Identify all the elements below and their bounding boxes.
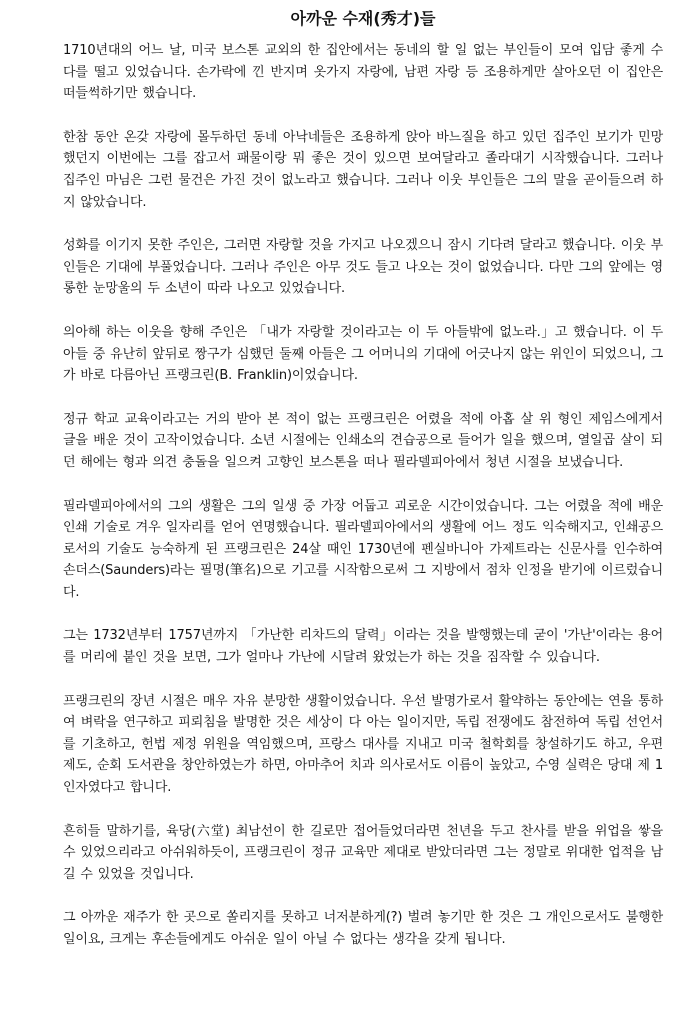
paragraph-6: 필라델피아에서의 그의 생활은 그의 일생 중 가장 어둡고 괴로운 시간이었습니다. 그는 어렸을 적에 배운 인쇄 기술로 겨우 일자리를 얻어 연명했습니다. 필라델피아에서의 생활에 어느 정도 익숙해지고, 인쇄공으로서의 기술도 능숙하게 된 프랭크린은 24살 때인 1730년에 펜실바니아 가제트라는 신문사를 인수하여 손더스(Saunders)라는 필명(筆名)으로 기고를 시작함으로써 그 지방에서 점차 인정을 받기에 이르렀습니다. [63, 498, 663, 600]
paragraph-8: 프랭크린의 장년 시절은 매우 자유 분망한 생활이었습니다. 우선 발명가로서 활약하는 동안에는 연을 통하여 벼락을 연구하고 피뢰침을 발명한 것은 세상이 다 아는 일이지만, 독립 전쟁에도 참전하여 독립 선언서를 기초하고, 헌법 제정 위원을 역임했으며, 프랑스 대사를 지내고 미국 철학회를 창설하기도 하고, 우편 제도, 순회 도서관을 창안하였는가 하면, 아마추어 치과 의사로서도 이름이 높았고, 수영 실력은 당대 제 1인자였다고 합니다. [63, 693, 663, 796]
paragraph-3: 성화를 이기지 못한 주인은, 그러면 자랑할 것을 가지고 나오겠으니 잠시 기다려 달라고 했습니다. 이웃 부인들은 기대에 부풀었습니다. 그러나 주인은 아무 것도 들고 나오는 것이 없었습니다. 다만 그의 앞에는 영롱한 눈망울의 두 소년이 따라 나오고 있었습니다. [63, 238, 663, 297]
document-title: 아까운 수재(秀才)들 [290, 9, 436, 28]
paragraph-10: 그 아까운 재주가 한 곳으로 쏠리지를 못하고 너저분하게(?) 벌려 놓기만 한 것은 그 개인으로서도 불행한 일이요, 크게는 후손들에게도 아쉬운 일이 아닐 수 없다는 생각을 갖게 됩니다. [63, 910, 663, 947]
paragraph-4: 의아해 하는 이웃을 향해 주인은 「내가 자랑할 것이라고는 이 두 아들밖에 없노라.」고 했습니다. 이 두 아들 중 유난히 앞뒤로 짱구가 심했던 둘째 아들은 그 어머니의 기대에 어긋나지 않는 위인이 되었으니, 그가 바로 다름아닌 프랭크린(B. Franklin)이었습니다. [63, 324, 663, 384]
paragraph-1: 1710년대의 어느 날, 미국 보스톤 교외의 한 집안에서는 동네의 할 일 없는 부인들이 모여 입담 좋게 수다를 떨고 있었습니다. 손가락에 낀 반지며 옷가지 자랑에, 남편 자랑 등 조용하게만 살아오던 이 집안은 떠들썩하기만 했습니다. [63, 43, 663, 102]
paragraph-5: 정규 학교 교육이라고는 거의 받아 본 적이 없는 프랭크린은 어렸을 적에 아홉 살 위 형인 제임스에게서 글을 배운 것이 고작이었습니다. 소년 시절에는 인쇄소의 견습공으로 들어가 일을 했으며, 열일곱 살이 되던 해에는 형과 의견 충돌을 일으켜 고향인 보스톤을 떠나 필라델피아에서 청년 시절을 보냈습니다. [63, 411, 663, 470]
paragraph-9: 흔히들 말하기를, 육당(六堂) 최남선이 한 길로만 접어들었더라면 천년을 두고 찬사를 받을 위업을 쌓을 수 있었으리라고 아쉬워하듯이, 프랭크린이 정규 교육만 제대로 받았더라면 그는 정말로 위대한 업적을 남길 수 있었을 것입니다. [63, 823, 663, 882]
paragraph-2: 한참 동안 온갖 자랑에 몰두하던 동네 아낙네들은 조용하게 앉아 바느질을 하고 있던 집주인 보기가 민망했던지 이번에는 그를 잡고서 패물이랑 뭐 좋은 것이 있으면 보여달라고 졸라대기 시작했습니다. 그러나 집주인 마님은 그런 물건은 가진 것이 없노라고 했습니다. 그러나 이웃 부인들은 그의 말을 곧이들으려 하지 않았습니다. [63, 129, 663, 210]
paragraph-7: 그는 1732년부터 1757년까지 「가난한 리차드의 달력」이라는 것을 발행했는데 굳이 '가난'이라는 용어를 머리에 붙인 것을 보면, 그가 얼마나 가난에 시달려 왔었는가 하는 것을 짐작할 수 있습니다. [63, 628, 663, 666]
